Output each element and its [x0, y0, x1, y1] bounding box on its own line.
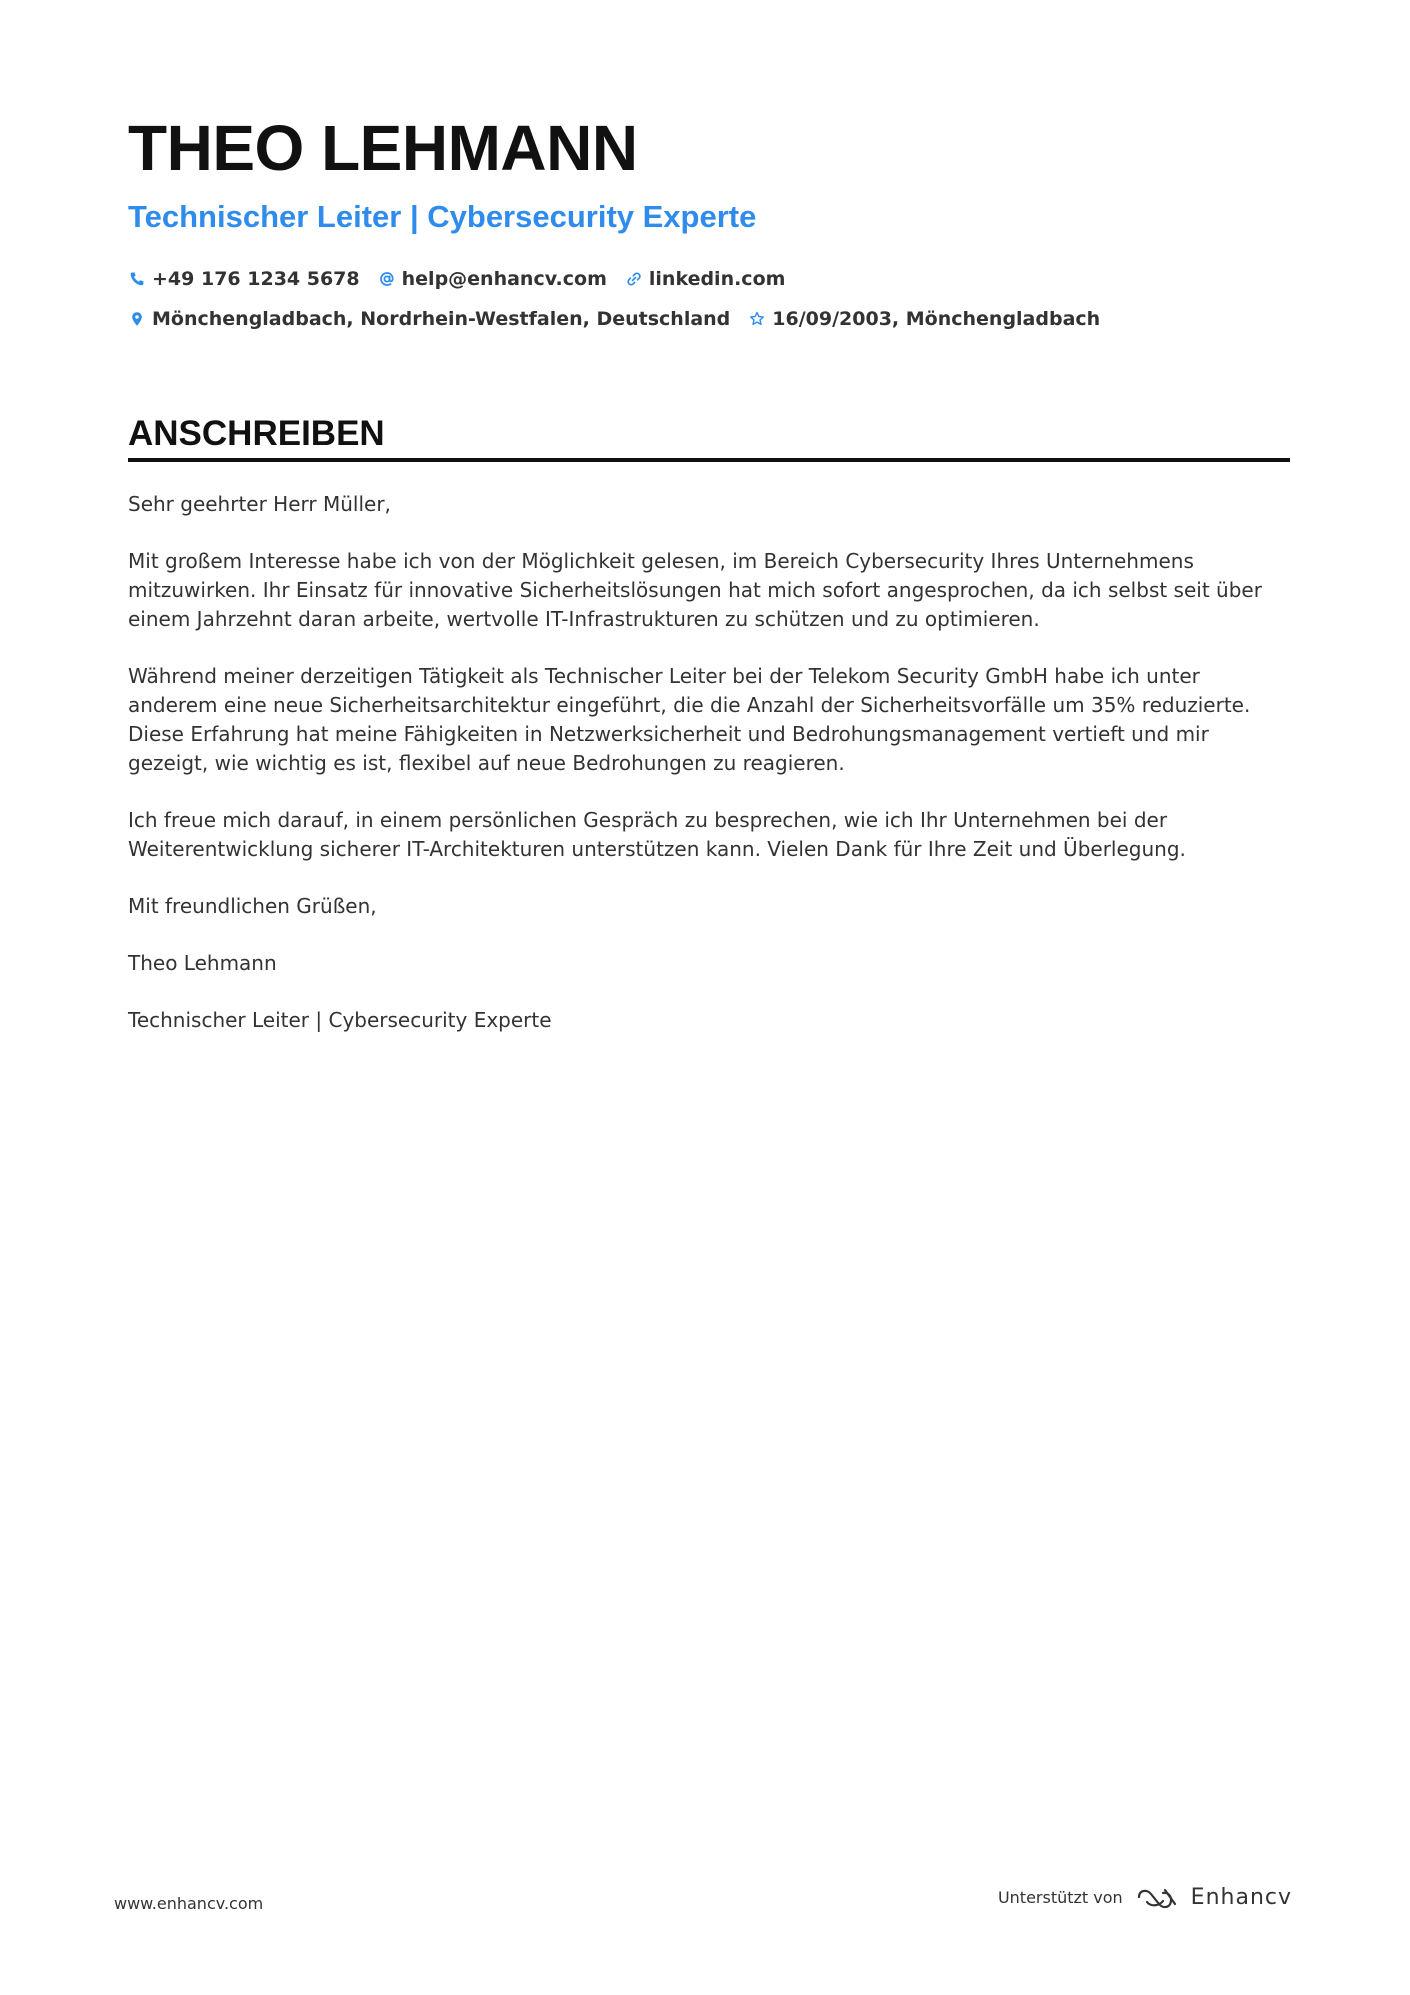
footer-website[interactable]: www.enhancv.com [114, 1894, 264, 1913]
contact-linkedin[interactable] [625, 268, 786, 290]
footer-branding[interactable] [998, 1884, 1292, 1910]
applicant-name: THEO LEHMANN [128, 112, 638, 184]
applicant-headline: Technischer Leiter | Cybersecurity Experte [128, 199, 757, 234]
contact-phone[interactable] [128, 268, 360, 290]
letter-paragraph: Während meiner derzeitigen Tätigkeit als Technischer Leiter bei der Telekom Security GmbH habe ich unter anderem eine neue Sicherheitsarchitektur eingeführt, die die Anzahl der Sicherheitsvorfälle um 35% reduzierte. Diese Erfahrung hat meine Fähigkeiten in Netzwerksicherheit und Bedrohungsmanagement vertieft und mir gezeigt, wie wichtig es ist, flexibel auf neue Bedrohungen zu reagieren. [128, 664, 1251, 775]
link-icon [625, 270, 643, 288]
cover-letter-page [128, 108, 1290, 1063]
location-text: Mönchengladbach, Nordrhein-Westfalen, Deutschland [152, 308, 731, 330]
powered-by-text: Unterstützt von [997, 1887, 1123, 1907]
letter-body [128, 490, 1290, 1035]
letter-paragraph: Mit großem Interesse habe ich von der Möglichkeit gelesen, im Bereich Cybersecurity Ihres Unternehmens mitzuwirken. Ihr Einsatz für innovative Sicherheitslösungen hat mich sofort angesprochen, da ich selbst seit über einem Jahrzehnt daran arbeite, wertvolle IT-Infrastrukturen zu schützen und zu optimieren. [128, 549, 1262, 631]
phone-icon [128, 270, 146, 288]
brand-name: Enhancv [1190, 1884, 1292, 1910]
cover-letter-section [128, 413, 1290, 1035]
phone-text: +49 176 1234 5678 [152, 268, 360, 290]
letter-salutation: Sehr geehrter Herr Müller, [128, 492, 391, 516]
email-text: help@enhancv.com [401, 268, 607, 290]
letter-paragraph: Ich freue mich darauf, in einem persönlichen Gespräch zu besprechen, wie ich Ihr Unternehmen bei der Weiterentwicklung sicherer IT-Architekturen unterstützen kann. Vielen Dank für Ihre Zeit und Überlegung. [128, 808, 1186, 861]
contact-row-1 [128, 259, 1290, 299]
enhancv-logo-icon [1135, 1884, 1181, 1910]
letter-closing: Mit freundlichen Grüßen, [128, 894, 377, 918]
contact-email[interactable] [378, 268, 607, 290]
birth-text: 16/09/2003, Mönchengladbach [772, 308, 1101, 330]
star-icon [748, 310, 766, 328]
signature-name: Theo Lehmann [128, 951, 277, 975]
contact-row-2 [128, 299, 1290, 339]
at-icon [378, 270, 396, 288]
section-title: ANSCHREIBEN [128, 414, 385, 453]
contact-info [128, 259, 1290, 339]
linkedin-text: linkedin.com [648, 268, 786, 290]
signature-title: Technischer Leiter | Cybersecurity Experte [128, 1008, 552, 1032]
section-divider [128, 458, 1290, 462]
contact-location [128, 308, 730, 330]
map-pin-icon [128, 310, 146, 328]
contact-birth [748, 308, 1100, 330]
